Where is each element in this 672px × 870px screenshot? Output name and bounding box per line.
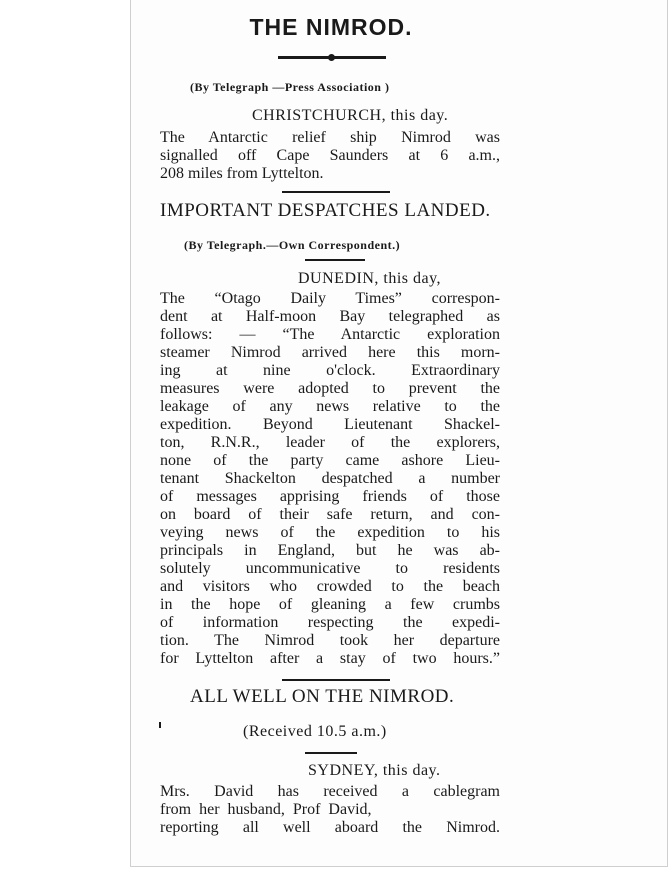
section2-line: leakage of any news relative to the: [160, 398, 500, 415]
section2-line: veying news of the expedition to his: [160, 524, 500, 541]
divider: [282, 679, 390, 681]
section2-line: tenant Shackelton despatched a number: [160, 470, 500, 487]
section2-line: for Lyttelton after a stay of two hours.”: [160, 650, 500, 667]
section2-line: of messages apprising friends of those: [160, 488, 500, 505]
divider: [305, 259, 365, 261]
section2-line: and visitors who crowded to the beach: [160, 578, 500, 595]
section2-line: The “Otago Daily Times” correspon-: [160, 290, 500, 307]
dateline-dunedin: DUNEDIN, this day,: [298, 270, 442, 287]
section3-line: from her husband, Prof David,: [160, 801, 372, 818]
title-rule: [278, 56, 386, 59]
received-time: (Received 10.5 a.m.): [243, 723, 387, 740]
section2-line: of information respecting the expedi-: [160, 614, 500, 631]
section2-line: dent at Half-moon Bay telegraphed as: [160, 308, 500, 325]
print-mark: [159, 722, 161, 728]
article-title: THE NIMROD.: [249, 14, 413, 40]
section1-line: signalled off Cape Saunders at 6 a.m.,: [160, 147, 500, 164]
byline-press-association: (By Telegraph —Press Association ): [190, 80, 390, 94]
heading-all-well: ALL WELL ON THE NIMROD.: [190, 686, 455, 707]
section2-line: solutely uncommunicative to residents: [160, 560, 500, 577]
heading-important-despatches: IMPORTANT DESPATCHES LANDED.: [160, 200, 491, 221]
section2-line: tion. The Nimrod took her departure: [160, 632, 500, 649]
section3-line: reporting all well aboard the Nimrod.: [160, 819, 500, 836]
section2-line: ton, R.N.R., leader of the explorers,: [160, 434, 500, 451]
section2-line: none of the party came ashore Lieu-: [160, 452, 500, 469]
byline-own-correspondent: (By Telegraph.—Own Correspondent.): [184, 238, 401, 252]
dateline-christchurch: CHRISTCHURCH, this day.: [252, 107, 449, 124]
section3-line: Mrs. David has received a cablegram: [160, 783, 500, 800]
divider: [305, 752, 357, 754]
section2-line: on board of their safe return, and con-: [160, 506, 500, 523]
dateline-sydney: SYDNEY, this day.: [308, 762, 441, 779]
section1-line: 208 miles from Lyttelton.: [160, 165, 324, 182]
section1-line: The Antarctic relief ship Nimrod was: [160, 129, 500, 146]
section2-line: in the hope of gleaning a few crumbs: [160, 596, 500, 613]
section2-line: principals in England, but he was ab-: [160, 542, 500, 559]
section2-line: expedition. Beyond Lieutenant Shackel-: [160, 416, 500, 433]
section2-line: measures were adopted to prevent the: [160, 380, 500, 397]
section2-line: follows: — “The Antarctic exploration: [160, 326, 500, 343]
section2-line: steamer Nimrod arrived here this morn-: [160, 344, 500, 361]
section2-line: ing at nine o'clock. Extraordinary: [160, 362, 500, 379]
divider: [282, 191, 390, 193]
